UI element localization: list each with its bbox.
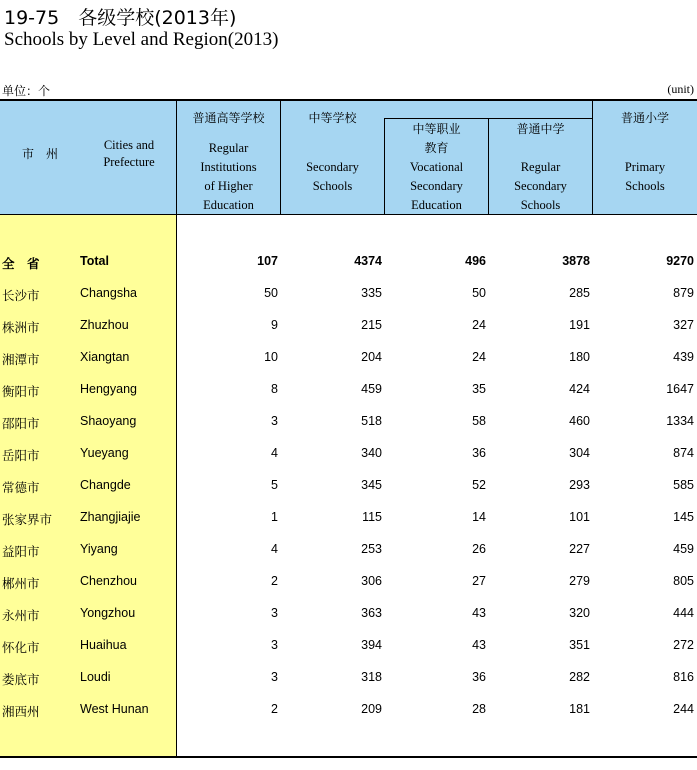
- cell-primary: 585: [673, 478, 694, 492]
- row-city-en: Huaihua: [80, 638, 127, 652]
- row-city-en: Hengyang: [80, 382, 137, 396]
- cell-higher-education: 2: [271, 702, 278, 716]
- cell-higher-education: 4: [271, 542, 278, 556]
- cell-regular-secondary: 180: [569, 350, 590, 364]
- cell-secondary: 253: [361, 542, 382, 556]
- row-city-cn: 长沙市: [2, 288, 40, 303]
- cell-secondary: 340: [361, 446, 382, 460]
- cell-regular-secondary: 227: [569, 542, 590, 556]
- header-voc-cn-line1: 中等职业: [412, 122, 461, 136]
- cell-regular-secondary: 101: [569, 510, 590, 524]
- header-pri-en-line2: Schools: [625, 179, 665, 193]
- header-hei-en-line3: of Higher: [204, 179, 253, 193]
- cell-higher-education: 5: [271, 478, 278, 492]
- unit-label-chinese: 单位：个: [2, 84, 51, 98]
- table-row: [0, 695, 697, 727]
- cell-secondary: 345: [361, 478, 382, 492]
- cell-secondary: 318: [361, 670, 382, 684]
- table-row: [0, 567, 697, 599]
- header-pri-en: [593, 158, 697, 196]
- cell-primary: 327: [673, 318, 694, 332]
- title-chinese: 19-75 各级学校(2013年): [4, 7, 237, 29]
- header-city-cn: 市 州: [21, 147, 58, 161]
- header-reg-en-line1: Regular: [520, 160, 561, 174]
- cell-primary: 9270: [666, 254, 694, 268]
- header-pri-cn: 普通小学: [620, 111, 669, 125]
- divider-voc: [488, 118, 489, 215]
- table-row: [0, 279, 697, 311]
- cell-secondary: 215: [361, 318, 382, 332]
- cell-higher-education: 10: [264, 350, 278, 364]
- row-city-en: Total: [80, 254, 109, 268]
- cell-vocational: 36: [472, 670, 486, 684]
- cell-higher-education: 8: [271, 382, 278, 396]
- cell-higher-education: 2: [271, 574, 278, 588]
- divider-sec: [384, 118, 385, 215]
- row-city-cn: 怀化市: [2, 640, 40, 655]
- row-city-cn: 永州市: [2, 608, 40, 623]
- cell-higher-education: 9: [271, 318, 278, 332]
- cell-primary: 879: [673, 286, 694, 300]
- cell-primary: 1647: [666, 382, 694, 396]
- table-row: [0, 375, 697, 407]
- header-voc: [385, 120, 488, 215]
- cell-regular-secondary: 424: [569, 382, 590, 396]
- row-city-en: Zhuzhou: [80, 318, 129, 332]
- header-hei-cn: 普通高等学校: [192, 111, 265, 125]
- row-city-en: Yiyang: [80, 542, 118, 556]
- row-city-cn: 株洲市: [2, 320, 40, 335]
- cell-secondary: 204: [361, 350, 382, 364]
- cell-primary: 874: [673, 446, 694, 460]
- row-city-en: Chenzhou: [80, 574, 137, 588]
- header-voc-en-line2: Secondary: [410, 179, 463, 193]
- header-hei-en-line4: Education: [203, 198, 254, 212]
- table-row: [0, 535, 697, 567]
- cell-vocational: 28: [472, 702, 486, 716]
- table-row: [0, 599, 697, 631]
- header-voc-en-line3: Education: [411, 198, 462, 212]
- cell-higher-education: 3: [271, 670, 278, 684]
- table-row: [0, 631, 697, 663]
- cell-primary: 272: [673, 638, 694, 652]
- unit-label-english: (unit): [667, 82, 694, 96]
- cell-vocational: 26: [472, 542, 486, 556]
- cell-higher-education: 3: [271, 638, 278, 652]
- cell-regular-secondary: 181: [569, 702, 590, 716]
- row-city-en: Yueyang: [80, 446, 129, 460]
- cell-vocational: 27: [472, 574, 486, 588]
- cell-primary: 805: [673, 574, 694, 588]
- row-city-cn: 全 省: [2, 256, 40, 271]
- cell-primary: 459: [673, 542, 694, 556]
- cell-secondary: 363: [361, 606, 382, 620]
- cell-regular-secondary: 285: [569, 286, 590, 300]
- cell-vocational: 36: [472, 446, 486, 460]
- row-city-cn: 衡阳市: [2, 384, 40, 399]
- row-city-cn: 娄底市: [2, 672, 40, 687]
- table-row: [0, 343, 697, 375]
- table-row: [0, 407, 697, 439]
- row-city-cn: 邵阳市: [2, 416, 40, 431]
- row-city-en: Yongzhou: [80, 606, 136, 620]
- cell-secondary: 306: [361, 574, 382, 588]
- table-row: [0, 311, 697, 343]
- row-city-cn: 张家界市: [2, 512, 53, 527]
- row-city-en: West Hunan: [80, 702, 149, 716]
- cell-regular-secondary: 3878: [562, 254, 590, 268]
- cell-vocational: 35: [472, 382, 486, 396]
- cell-higher-education: 50: [264, 286, 278, 300]
- header-pri-en-line1: Primary: [624, 160, 666, 174]
- table-bottom-rule: [0, 756, 697, 758]
- header-city-en-line2: Prefecture: [103, 155, 155, 169]
- cell-regular-secondary: 282: [569, 670, 590, 684]
- cell-vocational: 58: [472, 414, 486, 428]
- cell-vocational: 24: [472, 350, 486, 364]
- header-voc-en-line1: Vocational: [409, 160, 464, 174]
- table-row: [0, 439, 697, 471]
- divider-hei: [280, 100, 281, 215]
- row-city-cn: 湘潭市: [2, 352, 40, 367]
- row-city-cn: 益阳市: [2, 544, 40, 559]
- cell-secondary: 335: [361, 286, 382, 300]
- header-reg-cn: 普通中学: [516, 122, 565, 136]
- row-city-cn: 常德市: [2, 480, 40, 495]
- cell-higher-education: 107: [257, 254, 278, 268]
- header-sec-en-line1: Secondary: [306, 160, 359, 174]
- table-row: [0, 663, 697, 695]
- cell-higher-education: 4: [271, 446, 278, 460]
- cell-primary: 816: [673, 670, 694, 684]
- row-city-en: Loudi: [80, 670, 111, 684]
- row-city-en: Changde: [80, 478, 131, 492]
- header-voc-cn-line2: 教育: [424, 141, 449, 155]
- row-city-en: Shaoyang: [80, 414, 137, 428]
- header-reg-en: [489, 158, 592, 215]
- cell-regular-secondary: 293: [569, 478, 590, 492]
- header-hei-en-line2: Institutions: [200, 160, 257, 174]
- cell-regular-secondary: 279: [569, 574, 590, 588]
- cell-higher-education: 3: [271, 606, 278, 620]
- cell-vocational: 52: [472, 478, 486, 492]
- cell-regular-secondary: 191: [569, 318, 590, 332]
- cell-secondary: 4374: [354, 254, 382, 268]
- header-sec-cn: 中等学校: [308, 111, 357, 125]
- header-hei-en-line1: Regular: [208, 141, 249, 155]
- row-city-en: Zhangjiajie: [80, 510, 141, 524]
- row-city-cn: 郴州市: [2, 576, 40, 591]
- cell-regular-secondary: 304: [569, 446, 590, 460]
- cell-vocational: 496: [465, 254, 486, 268]
- row-city-cn: 岳阳市: [2, 448, 40, 463]
- cell-secondary: 394: [361, 638, 382, 652]
- row-city-en: Xiangtan: [80, 350, 130, 364]
- cell-vocational: 24: [472, 318, 486, 332]
- cell-secondary: 518: [361, 414, 382, 428]
- cell-secondary: 209: [361, 702, 382, 716]
- cell-primary: 244: [673, 702, 694, 716]
- header-reg-en-line2: Secondary: [514, 179, 567, 193]
- cell-higher-education: 3: [271, 414, 278, 428]
- title-english: Schools by Level and Region(2013): [4, 29, 279, 50]
- total-row: [0, 247, 697, 279]
- cell-regular-secondary: 351: [569, 638, 590, 652]
- divider-reg: [592, 100, 593, 215]
- cell-vocational: 14: [472, 510, 486, 524]
- cell-higher-education: 1: [271, 510, 278, 524]
- header-sec-en-line2: Schools: [312, 179, 353, 193]
- cell-primary: 439: [673, 350, 694, 364]
- cell-secondary: 459: [361, 382, 382, 396]
- header-sub-rule: [385, 118, 593, 119]
- cell-primary: 444: [673, 606, 694, 620]
- header-city-en: [82, 137, 176, 171]
- cell-regular-secondary: 320: [569, 606, 590, 620]
- header-reg-en-line3: Schools: [520, 198, 561, 212]
- header-sec-en: [281, 158, 384, 196]
- cell-vocational: 50: [472, 286, 486, 300]
- cell-secondary: 115: [362, 510, 382, 524]
- cell-primary: 145: [673, 510, 694, 524]
- cell-vocational: 43: [472, 638, 486, 652]
- header-city-en-line1: Cities and: [103, 138, 155, 152]
- row-city-en: Changsha: [80, 286, 137, 300]
- cell-regular-secondary: 460: [569, 414, 590, 428]
- table-row: [0, 503, 697, 535]
- row-city-cn: 湘西州: [2, 704, 40, 719]
- header-hei-en: [177, 139, 280, 215]
- cell-vocational: 43: [472, 606, 486, 620]
- table-row: [0, 471, 697, 503]
- cell-primary: 1334: [666, 414, 694, 428]
